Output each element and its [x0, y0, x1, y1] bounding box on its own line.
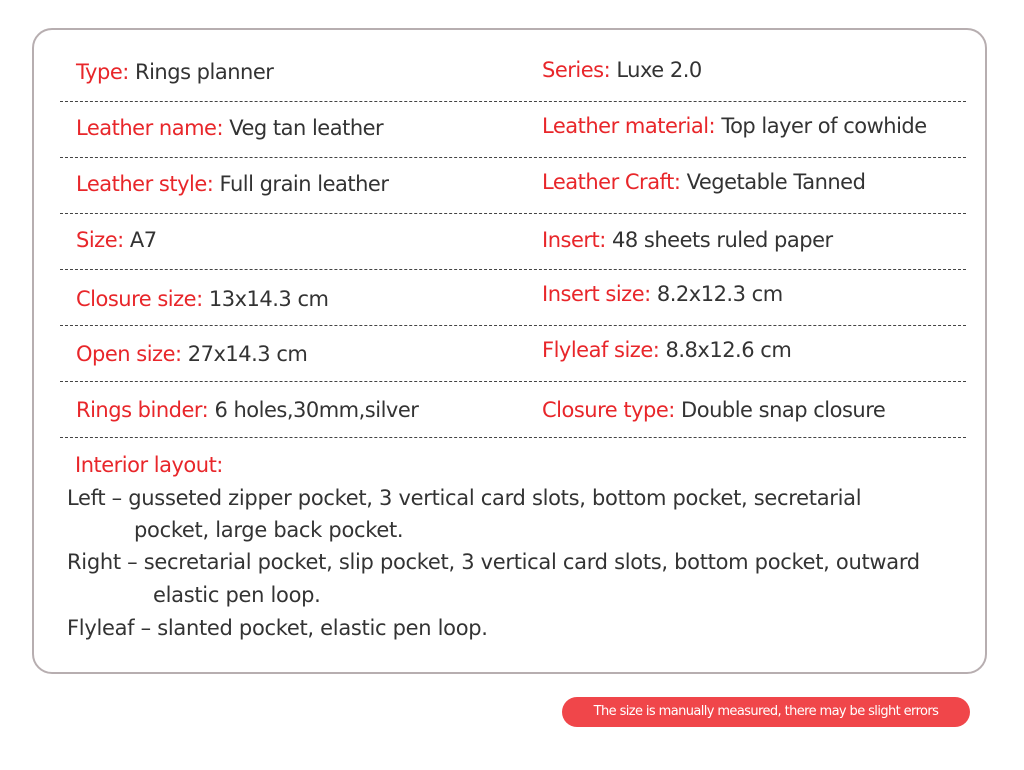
spec-flyleaf-size	[542, 338, 791, 362]
spec-label: Leather name:	[76, 116, 224, 140]
spec-value: 27x14.3 cm	[187, 342, 308, 366]
spec-closure-type	[542, 398, 885, 422]
spec-label: Closure type:	[542, 398, 675, 422]
spec-label: Series:	[542, 58, 611, 82]
spec-row	[60, 102, 966, 158]
spec-label: Rings binder:	[76, 398, 209, 422]
spec-value: A7	[129, 228, 157, 252]
spec-label: Closure size:	[76, 287, 203, 311]
spec-label: Flyleaf size:	[542, 338, 660, 362]
spec-closure-size	[76, 287, 328, 311]
interior-left-line: Left – gusseted zipper pocket, 3 vertical card slots, bottom pocket, secretarial	[67, 486, 862, 510]
spec-value: Full grain leather	[219, 172, 389, 196]
spec-value: Top layer of cowhide	[721, 114, 927, 138]
spec-row	[60, 46, 966, 102]
spec-label: Size:	[76, 228, 124, 252]
spec-label: Type:	[76, 60, 129, 84]
spec-insert-size	[542, 282, 783, 306]
spec-leather-name	[76, 116, 383, 140]
interior-left-line-cont: pocket, large back pocket.	[134, 518, 404, 542]
spec-open-size	[76, 342, 307, 366]
spec-value: 13x14.3 cm	[208, 287, 329, 311]
spec-value: Double snap closure	[681, 398, 886, 422]
spec-insert	[542, 228, 833, 252]
spec-row	[60, 158, 966, 214]
spec-label: Leather material:	[542, 114, 716, 138]
spec-value: 8.2x12.3 cm	[656, 282, 783, 306]
spec-type	[76, 60, 273, 84]
spec-value: Vegetable Tanned	[686, 170, 866, 194]
spec-series	[542, 58, 702, 82]
spec-row	[60, 382, 966, 438]
spec-label: Open size:	[76, 342, 182, 366]
dashed-divider	[60, 437, 966, 438]
spec-value: 6 holes,30mm,silver	[214, 398, 419, 422]
spec-leather-material	[542, 114, 927, 138]
spec-label: Insert size:	[542, 282, 651, 306]
spec-leather-style	[76, 172, 388, 196]
spec-value: 8.8x12.6 cm	[665, 338, 792, 362]
spec-value: Luxe 2.0	[616, 58, 702, 82]
interior-layout-title: Interior layout:	[75, 453, 223, 477]
spec-rings-binder	[76, 398, 418, 422]
spec-label: Leather style:	[76, 172, 214, 196]
spec-row	[60, 214, 966, 270]
spec-label: Leather Craft:	[542, 170, 681, 194]
measurement-note-badge: The size is manually measured, there may be slight errors	[562, 697, 970, 727]
spec-leather-craft	[542, 170, 865, 194]
spec-row	[60, 326, 966, 382]
interior-right-line: Right – secretarial pocket, slip pocket, 3 vertical card slots, bottom pocket, outward	[67, 550, 920, 574]
spec-label: Insert:	[542, 228, 606, 252]
spec-value: 48 sheets ruled paper	[612, 228, 833, 252]
spec-value: Veg tan leather	[229, 116, 384, 140]
spec-row	[60, 270, 966, 326]
spec-size	[76, 228, 157, 252]
interior-right-line-cont: elastic pen loop.	[153, 583, 321, 607]
interior-flyleaf-line: Flyleaf – slanted pocket, elastic pen loop.	[67, 616, 488, 640]
spec-value: Rings planner	[135, 60, 274, 84]
